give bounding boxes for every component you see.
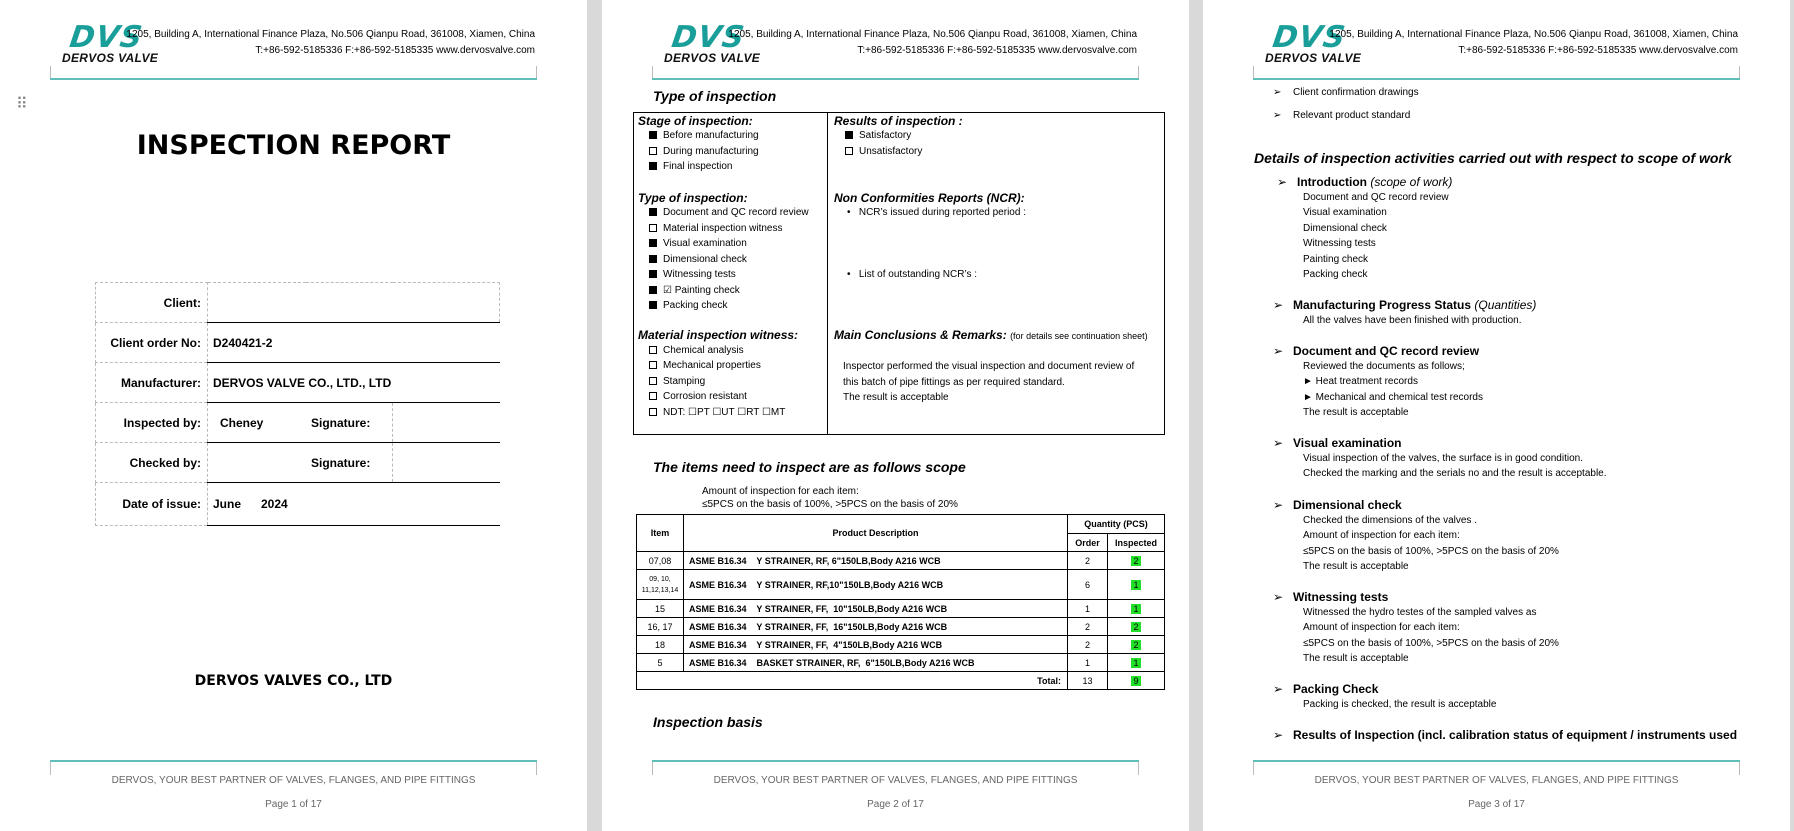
- table-row: [637, 552, 1165, 570]
- visual-line: Visual inspection of the valves, the surface is in good condition.: [1303, 453, 1583, 464]
- type-option[interactable]: [649, 223, 783, 234]
- dim-line: Amount of inspection for each item:: [1303, 530, 1460, 541]
- col-header-inspected: Inspected: [1108, 534, 1165, 552]
- ncr-item: • NCR’s issued during reported period :: [847, 207, 1026, 218]
- footer-slogan: DERVOS, YOUR BEST PARTNER OF VALVES, FLANGES, AND PIPE FITTINGS: [713, 775, 1078, 786]
- column-divider: [827, 113, 828, 434]
- header-contact: T:+86-592-5185336 F:+86-592-5185335 www.dervosvalve.com: [857, 45, 1137, 56]
- option-label: Mechanical properties: [663, 360, 761, 371]
- wit-line: The result is acceptable: [1303, 653, 1409, 664]
- doc-line: The result is acceptable: [1303, 407, 1409, 418]
- option-label: NDT: ☐PT ☐UT ☐RT ☐MT: [663, 407, 786, 418]
- dim-line: ≤5PCS on the basis of 100%, >5PCS on the basis of 20%: [1303, 546, 1559, 557]
- cell-inspected: [1108, 654, 1165, 672]
- checkbox-icon: [649, 408, 657, 416]
- logo-mark: DVS: [67, 20, 146, 55]
- drag-handle-icon[interactable]: ⠿: [16, 96, 28, 113]
- header-address: 1205, Building A, International Finance Plaza, No.506 Qianpu Road, 361008, Xiamen, China: [1329, 29, 1738, 40]
- option-label: Packing check: [663, 300, 728, 311]
- page-number: Page 2 of 17: [867, 799, 924, 810]
- total-label: Total:: [637, 672, 1068, 690]
- date-value: June 2024: [208, 483, 500, 526]
- col-header-item: Item: [637, 515, 684, 552]
- items-table: [636, 514, 1165, 690]
- type-label: Type of inspection:: [638, 191, 748, 205]
- table-row: [637, 618, 1165, 636]
- material-option[interactable]: [649, 391, 747, 402]
- inspected-value: 2: [1133, 621, 1139, 632]
- wit-line: ≤5PCS on the basis of 100%, >5PCS on the basis of 20%: [1303, 638, 1559, 649]
- wit-heading: [1273, 590, 1388, 604]
- footer-slogan: DERVOS, YOUR BEST PARTNER OF VALVES, FLANGES, AND PIPE FITTINGS: [1314, 775, 1679, 786]
- mfg-heading: [1273, 298, 1536, 312]
- checkbox-icon: [845, 131, 853, 139]
- checked-label: Checked by:: [96, 443, 208, 483]
- type-option[interactable]: [649, 285, 740, 296]
- results-title: Results of Inspection (incl. calibration status of equipment / instruments used: [1293, 728, 1738, 742]
- basis-bullet: [1273, 87, 1419, 98]
- intro-item: Visual examination: [1303, 207, 1387, 218]
- logo-name: DERVOS VALVE: [62, 51, 159, 65]
- col-header-qty: Quantity (PCS): [1068, 515, 1165, 534]
- footer-rule: [50, 760, 537, 762]
- report-info-table: [95, 282, 500, 526]
- stage-option[interactable]: [649, 130, 759, 141]
- header-address: 1205, Building A, International Finance Plaza, No.506 Qianpu Road, 361008, Xiamen, China: [728, 29, 1137, 40]
- header-corner-mark: [536, 66, 537, 78]
- option-label: Visual examination: [663, 238, 747, 249]
- conclusion-label: [834, 328, 1148, 342]
- footer-rule: [652, 760, 1139, 762]
- total-inspected: [1108, 672, 1165, 690]
- header-rule: [652, 78, 1139, 80]
- result-option[interactable]: [845, 130, 911, 141]
- total-inspected-value: 9: [1133, 675, 1139, 686]
- cell-item: 18: [637, 636, 684, 654]
- bullet-text: Relevant product standard: [1293, 110, 1411, 121]
- doc-line: ► Heat treatment records: [1303, 376, 1418, 387]
- type-option[interactable]: [649, 300, 727, 311]
- checkbox-icon: [845, 147, 853, 155]
- order-value: D240421-2: [208, 323, 500, 363]
- checkbox-icon: [649, 162, 657, 170]
- header-address: 1205, Building A, International Finance Plaza, No.506 Qianpu Road, 361008, Xiamen, China: [126, 29, 535, 40]
- company-logo: [662, 20, 762, 66]
- inspected-value: 2: [1133, 639, 1139, 650]
- page-3: [1203, 0, 1790, 831]
- dim-line: Checked the dimensions of the valves .: [1303, 515, 1477, 526]
- signature-label: Signature:: [306, 403, 393, 443]
- header-corner-mark: [50, 66, 51, 78]
- intro-item: Document and QC record review: [1303, 192, 1449, 203]
- checkbox-icon: [649, 270, 657, 278]
- cell-order: 6: [1068, 570, 1108, 600]
- order-label: Client order No:: [96, 323, 208, 363]
- table-row: [96, 323, 500, 363]
- client-label: Client:: [96, 283, 208, 323]
- details-title: Details of inspection activities carried out with respect to scope of work: [1254, 150, 1732, 166]
- conclusion-line: this batch of pipe fittings as per required standard.: [843, 377, 1065, 388]
- conclusion-note: (for details see continuation sheet): [1010, 331, 1148, 341]
- cell-order: 1: [1068, 654, 1108, 672]
- page-2: [602, 0, 1189, 831]
- logo-name: DERVOS VALVE: [664, 51, 761, 65]
- logo-mark: DVS: [1270, 20, 1349, 55]
- logo-name: DERVOS VALVE: [1265, 51, 1362, 65]
- doc-heading: [1273, 344, 1479, 358]
- stage-option[interactable]: [649, 161, 732, 172]
- footer-corner-mark: [1138, 761, 1139, 775]
- signature2-label: Signature:: [306, 443, 393, 483]
- type-option[interactable]: [649, 207, 809, 218]
- report-title: INSPECTION REPORT: [136, 130, 451, 161]
- pack-line: Packing is checked, the result is acceptable: [1303, 699, 1497, 710]
- signature-field: [393, 403, 500, 443]
- cell-item: 16, 17: [637, 618, 684, 636]
- col-header-order: Order: [1068, 534, 1108, 552]
- checked-value: [208, 443, 307, 483]
- footer-corner-mark: [1253, 761, 1254, 775]
- intro-note: (scope of work): [1370, 175, 1453, 189]
- table-row: [96, 283, 500, 323]
- material-option[interactable]: [649, 376, 705, 387]
- dim-heading: [1273, 498, 1402, 512]
- company-name: DERVOS VALVES CO., LTD: [194, 673, 393, 689]
- pack-heading: [1273, 682, 1378, 696]
- option-label: Final inspection: [663, 161, 733, 172]
- stage-label: Stage of inspection:: [638, 114, 753, 128]
- cell-item: 5: [637, 654, 684, 672]
- arrow-bullet-icon: ➢: [1273, 298, 1284, 312]
- ncr-item-text: NCR’s issued during reported period :: [858, 207, 1026, 218]
- arrow-bullet-icon: ➢: [1273, 498, 1284, 512]
- table-row: [96, 483, 500, 526]
- header-contact: T:+86-592-5185336 F:+86-592-5185335 www.dervosvalve.com: [255, 45, 535, 56]
- cell-order: 2: [1068, 552, 1108, 570]
- conclusion-line: The result is acceptable: [843, 392, 949, 403]
- arrow-bullet-icon: ➢: [1273, 728, 1284, 742]
- table-total-row: [637, 672, 1165, 690]
- conclusion-heading: Main Conclusions & Remarks:: [834, 328, 1007, 342]
- wit-line: Amount of inspection for each item:: [1303, 622, 1460, 633]
- option-label: Dimensional check: [663, 254, 747, 265]
- option-label: Stamping: [663, 376, 706, 387]
- manufacturer-label: Manufacturer:: [96, 363, 208, 403]
- inspected-value: Cheney: [208, 403, 307, 443]
- mfg-line: All the valves have been finished with production.: [1303, 315, 1522, 326]
- visual-title: Visual examination: [1293, 436, 1402, 450]
- inspected-label: Inspected by:: [96, 403, 208, 443]
- cell-desc: ASME B16.34 Y STRAINER, RF,10"150LB,Body A216 WCB: [684, 570, 1068, 600]
- pack-title: Packing Check: [1293, 682, 1379, 696]
- cell-desc: ASME B16.34 Y STRAINER, FF, 4"150LB,Body A216 WCB: [684, 636, 1068, 654]
- inspected-value: 2: [1133, 555, 1139, 566]
- cell-inspected: [1108, 618, 1165, 636]
- table-row: [637, 636, 1165, 654]
- option-label: Unsatisfactory: [859, 146, 923, 157]
- header-corner-mark: [1253, 66, 1254, 78]
- wit-title: Witnessing tests: [1293, 590, 1389, 604]
- type-option[interactable]: [649, 269, 736, 280]
- arrow-bullet-icon: ➢: [1273, 344, 1284, 358]
- table-row: [96, 403, 500, 443]
- results-heading: [1273, 728, 1737, 742]
- cell-inspected: [1108, 636, 1165, 654]
- conclusion-line: Inspector performed the visual inspection and document review of: [843, 361, 1135, 372]
- bullet-text: Client confirmation drawings: [1293, 87, 1419, 98]
- dim-title: Dimensional check: [1293, 498, 1402, 512]
- wit-line: Witnessed the hydro testes of the sampled valves as: [1303, 607, 1537, 618]
- intro-item: Witnessing tests: [1303, 238, 1376, 249]
- intro-item: Packing check: [1303, 269, 1368, 280]
- intro-heading: [1277, 175, 1452, 189]
- logo-mark: DVS: [669, 20, 748, 55]
- cell-order: 2: [1068, 636, 1108, 654]
- col-header-desc: Product Description: [684, 515, 1068, 552]
- dim-line: The result is acceptable: [1303, 561, 1409, 572]
- table-row: [96, 363, 500, 403]
- cell-desc: ASME B16.34 Y STRAINER, FF, 16"150LB,Body A216 WCB: [684, 618, 1068, 636]
- type-option[interactable]: [649, 238, 747, 249]
- page-1: [0, 0, 587, 831]
- header-corner-mark: [652, 66, 653, 78]
- visual-heading: [1273, 436, 1402, 450]
- results-label: Results of inspection :: [834, 114, 963, 128]
- checkbox-icon: [649, 377, 657, 385]
- mfg-title: Manufacturing Progress Status: [1293, 298, 1472, 312]
- footer-rule: [1253, 760, 1740, 762]
- scope-title: The items need to inspect are as follows scope: [653, 459, 966, 475]
- inspected-value: 1: [1133, 603, 1139, 614]
- checkbox-icon: [649, 224, 657, 232]
- option-label: Document and QC record review: [663, 207, 809, 218]
- checkbox-icon: [649, 346, 657, 354]
- scope-note: Amount of inspection for each item:: [702, 486, 859, 497]
- cell-inspected: [1108, 570, 1165, 600]
- footer-corner-mark: [1739, 761, 1740, 775]
- option-label: Before manufacturing: [663, 130, 759, 141]
- arrow-bullet-icon: ➢: [1273, 590, 1284, 604]
- inspection-summary-box: [633, 112, 1165, 435]
- table-row: [637, 600, 1165, 618]
- doc-line: Reviewed the documents as follows;: [1303, 361, 1465, 372]
- material-option[interactable]: [649, 360, 761, 371]
- arrow-bullet-icon: ➢: [1273, 87, 1282, 98]
- material-option[interactable]: [649, 345, 744, 356]
- option-label: Witnessing tests: [663, 269, 736, 280]
- client-value: [208, 283, 500, 323]
- mfg-note: (Quantities): [1474, 298, 1537, 312]
- page-number: Page 3 of 17: [1468, 799, 1525, 810]
- doc-line: ► Mechanical and chemical test records: [1303, 392, 1483, 403]
- cell-inspected: [1108, 600, 1165, 618]
- checkbox-icon: [649, 131, 657, 139]
- option-label: ☑ Painting check: [663, 285, 740, 296]
- header-corner-mark: [1739, 66, 1740, 78]
- checkbox-icon: [649, 301, 657, 309]
- cell-order: 2: [1068, 618, 1108, 636]
- header-rule: [1253, 78, 1740, 80]
- footer-slogan: DERVOS, YOUR BEST PARTNER OF VALVES, FLANGES, AND PIPE FITTINGS: [111, 775, 476, 786]
- ncr-label: Non Conformities Reports (NCR):: [834, 191, 1025, 205]
- inspected-value: 1: [1133, 657, 1139, 668]
- arrow-bullet-icon: ➢: [1273, 682, 1284, 696]
- doc-title: Document and QC record review: [1293, 344, 1480, 358]
- material-option[interactable]: [649, 407, 785, 418]
- visual-line: Checked the marking and the serials no and the result is acceptable.: [1303, 468, 1607, 479]
- table-row: [637, 570, 1165, 600]
- manufacturer-value: DERVOS VALVE CO., LTD., LTD: [208, 363, 500, 403]
- inspected-value: 1: [1133, 579, 1139, 590]
- type-of-inspection-title: Type of inspection: [653, 88, 777, 104]
- basis-bullet: [1273, 110, 1410, 121]
- arrow-bullet-icon: ➢: [1273, 110, 1282, 121]
- option-label: Chemical analysis: [663, 345, 744, 356]
- checkbox-icon: [649, 392, 657, 400]
- total-order: 13: [1068, 672, 1108, 690]
- table-row: [96, 443, 500, 483]
- ncr-item: • List of outstanding NCR’s :: [847, 269, 978, 280]
- material-label: Material inspection witness:: [638, 328, 799, 342]
- cell-desc: ASME B16.34 BASKET STRAINER, RF, 6"150LB,Body A216 WCB: [684, 654, 1068, 672]
- type-option[interactable]: [649, 254, 747, 265]
- checkbox-icon: [649, 361, 657, 369]
- intro-item: Dimensional check: [1303, 223, 1387, 234]
- company-logo: [1263, 20, 1363, 66]
- checkbox-icon: [649, 255, 657, 263]
- scope-note: ≤5PCS on the basis of 100%, >5PCS on the basis of 20%: [702, 499, 958, 510]
- table-header-row: [637, 515, 1165, 534]
- footer-corner-mark: [50, 761, 51, 775]
- option-label: Corrosion resistant: [663, 391, 747, 402]
- checkbox-icon: [649, 239, 657, 247]
- date-label: Date of issue:: [96, 483, 208, 526]
- checkbox-icon: [649, 286, 657, 294]
- cell-item: 15: [637, 600, 684, 618]
- cell-inspected: [1108, 552, 1165, 570]
- intro-title: Introduction: [1297, 175, 1367, 189]
- company-logo: [60, 20, 160, 66]
- result-option[interactable]: [845, 146, 922, 157]
- checkbox-icon: [649, 147, 657, 155]
- cell-item: 09, 10, 11,12,13,14: [637, 570, 684, 600]
- stage-option[interactable]: [649, 146, 759, 157]
- cell-desc: ASME B16.34 Y STRAINER, RF, 6"150LB,Body A216 WCB: [684, 552, 1068, 570]
- table-row: [637, 654, 1165, 672]
- header-corner-mark: [1138, 66, 1139, 78]
- ncr-item-text: List of outstanding NCR’s :: [858, 269, 978, 280]
- option-label: Satisfactory: [859, 130, 912, 141]
- cell-order: 1: [1068, 600, 1108, 618]
- checkbox-icon: [649, 208, 657, 216]
- cell-desc: ASME B16.34 Y STRAINER, FF, 10"150LB,Body A216 WCB: [684, 600, 1068, 618]
- footer-corner-mark: [536, 761, 537, 775]
- page-number: Page 1 of 17: [265, 799, 322, 810]
- footer-corner-mark: [652, 761, 653, 775]
- arrow-bullet-icon: ➢: [1273, 436, 1284, 450]
- cell-item: 07,08: [637, 552, 684, 570]
- option-label: During manufacturing: [663, 146, 759, 157]
- intro-item: Painting check: [1303, 254, 1369, 265]
- signature2-field: [393, 443, 500, 483]
- header-rule: [50, 78, 537, 80]
- inspection-basis-title: Inspection basis: [653, 714, 763, 730]
- arrow-bullet-icon: ➢: [1277, 175, 1288, 189]
- option-label: Material inspection witness: [663, 223, 783, 234]
- header-contact: T:+86-592-5185336 F:+86-592-5185335 www.dervosvalve.com: [1458, 45, 1738, 56]
